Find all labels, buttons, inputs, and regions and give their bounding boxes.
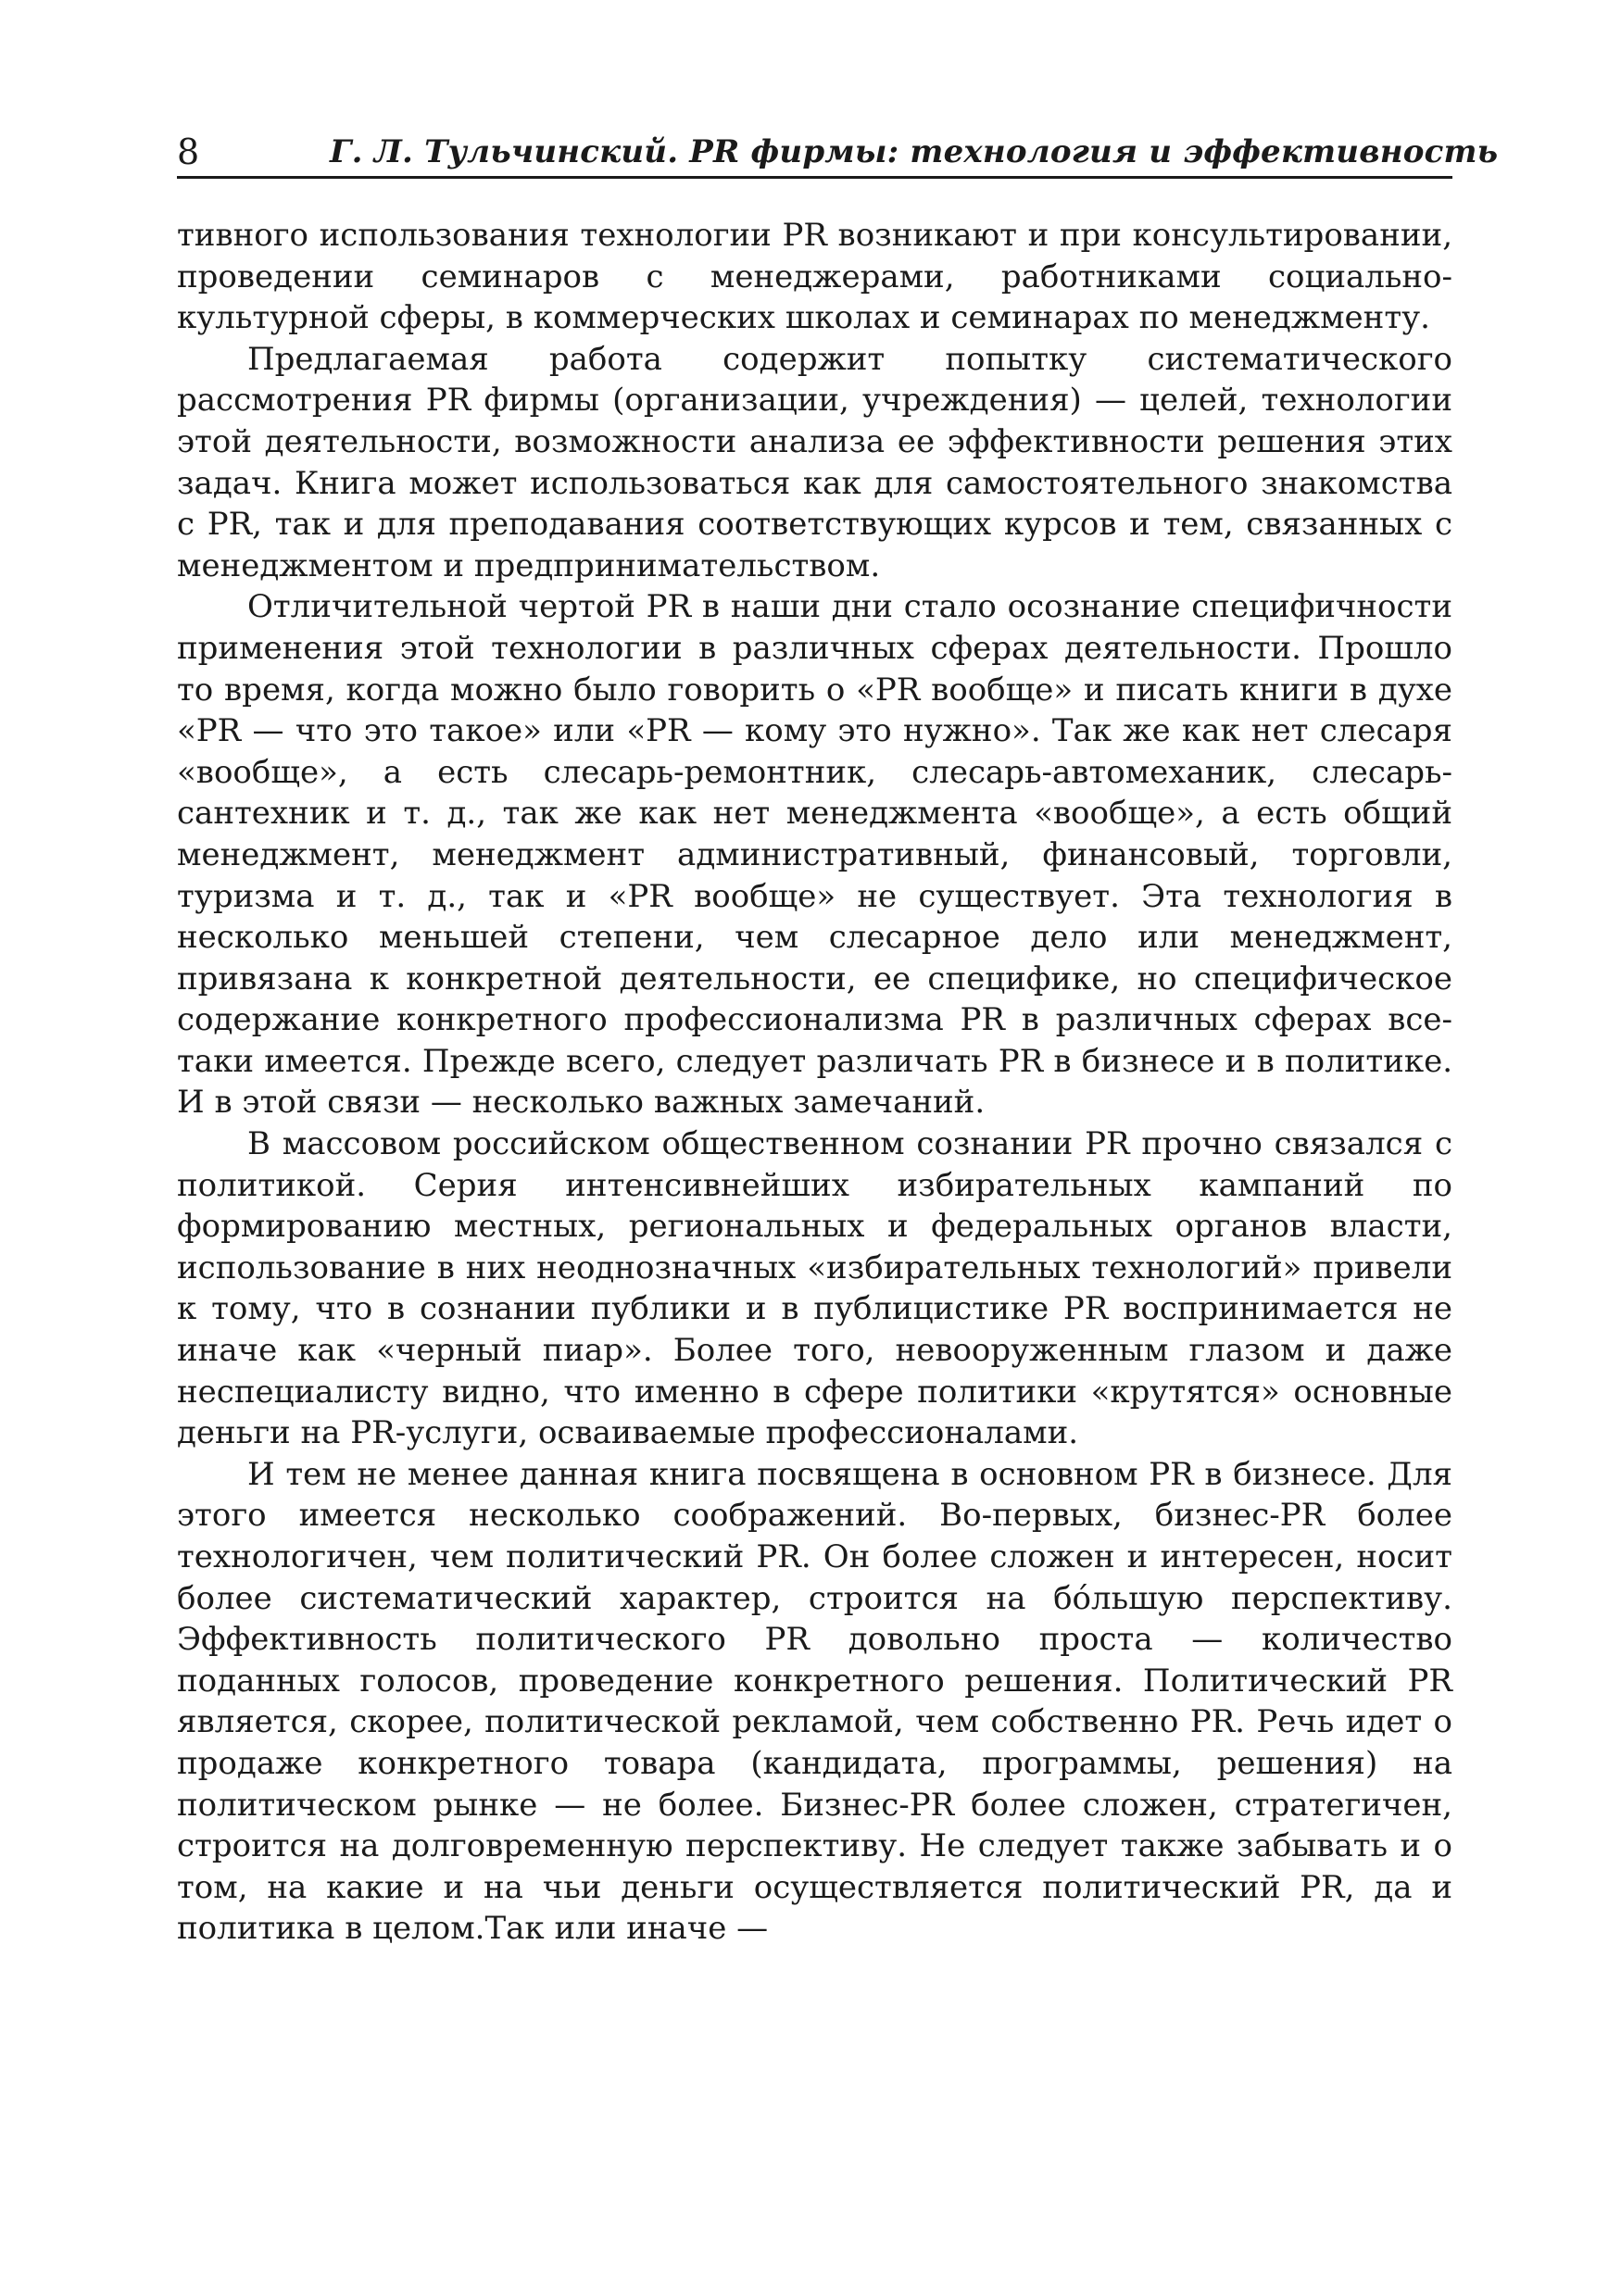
running-header: [177, 128, 1499, 179]
paragraph: И тем не менее данная книга посвящена в основном PR в бизнесе. Для этого имеется несколько соображений. Во-первых, бизнес-PR более технологичен, чем политический PR. Он более сложен и интересен, носит более систематический характер, строится на бóльшую перспективу. Эффективность политического PR довольно проста — количество поданных голосов, проведение конкретного решения. Политический PR является, скорее, политической рекламой, чем собственно PR. Речь идет о продаже конкретного товара (кандидата, программы, решения) на политическом рынке — не более. Бизнес-PR более сложен, стратегичен, строится на долговременную перспективу. Не следует также забывать и о том, на какие и на чьи деньги осуществляется политический PR, да и политика в целом.Так или иначе —: [177, 1455, 1452, 1948]
paragraph: Отличительной чертой PR в наши дни стало осознание специфичности применения этой технологии в различных сферах деятельности. Прошло то время, когда можно было говорить о «PR вообще» и писать книги в духе «PR — что это такое» или «PR — кому это нужно». Так же как нет слесаря «вообще», а есть слесарь-ремонтник, слесарь-автомеханик, слесарь-сантехник и т. д., так же как нет менеджмента «вообще», а есть общий менеджмент, менеджмент административный, финансовый, торговли, туризма и т. д., так и «PR вообще» не существует. Эта технология в несколько меньшей степени, чем слесарное дело или менеджмент, привязана к конкретной деятельности, ее специфике, но специфическое содержание конкретного профессионализма PR в различных сферах все-таки имеется. Прежде всего, следует различать PR в бизнесе и в политике. И в этой связи — несколько важных замечаний.: [177, 588, 1452, 1122]
paragraph: В массовом российском общественном сознании PR прочно связался с политикой. Серия интенсивнейших избирательных кампаний по формированию местных, региональных и федеральных органов власти, использование в них неоднозначных «избирательных технологий» привели к тому, что в сознании публики и в публицистике PR воспринимается не иначе как «черный пиар». Более того, невооруженным глазом и даже неспециалисту видно, что именно в сфере политики «крутятся» основные деньги на PR-услуги, осваиваемые профессионалами.: [177, 1125, 1452, 1452]
paragraph-continuation: тивного использования технологии PR возникают и при консультировании, проведении семинаров с менеджерами, работниками социально-культурной сферы, в коммерческих школах и семинарах по менеджменту.: [177, 217, 1452, 337]
running-title: Г. Л. Тульчинский. PR фирмы: технология и эффективность: [330, 133, 1499, 170]
body-text: [177, 215, 1452, 1950]
page-number: 8: [177, 132, 200, 172]
paragraph: Предлагаемая работа содержит попытку систематического рассмотрения PR фирмы (организации, учреждения) — целей, технологии этой деятельности, возможности анализа ее эффективности решения этих задач. Книга может использоваться как для самостоятельного знакомства с PR, так и для преподавания соответствующих курсов и тем, связанных с менеджментом и предпринимательством.: [177, 340, 1452, 584]
